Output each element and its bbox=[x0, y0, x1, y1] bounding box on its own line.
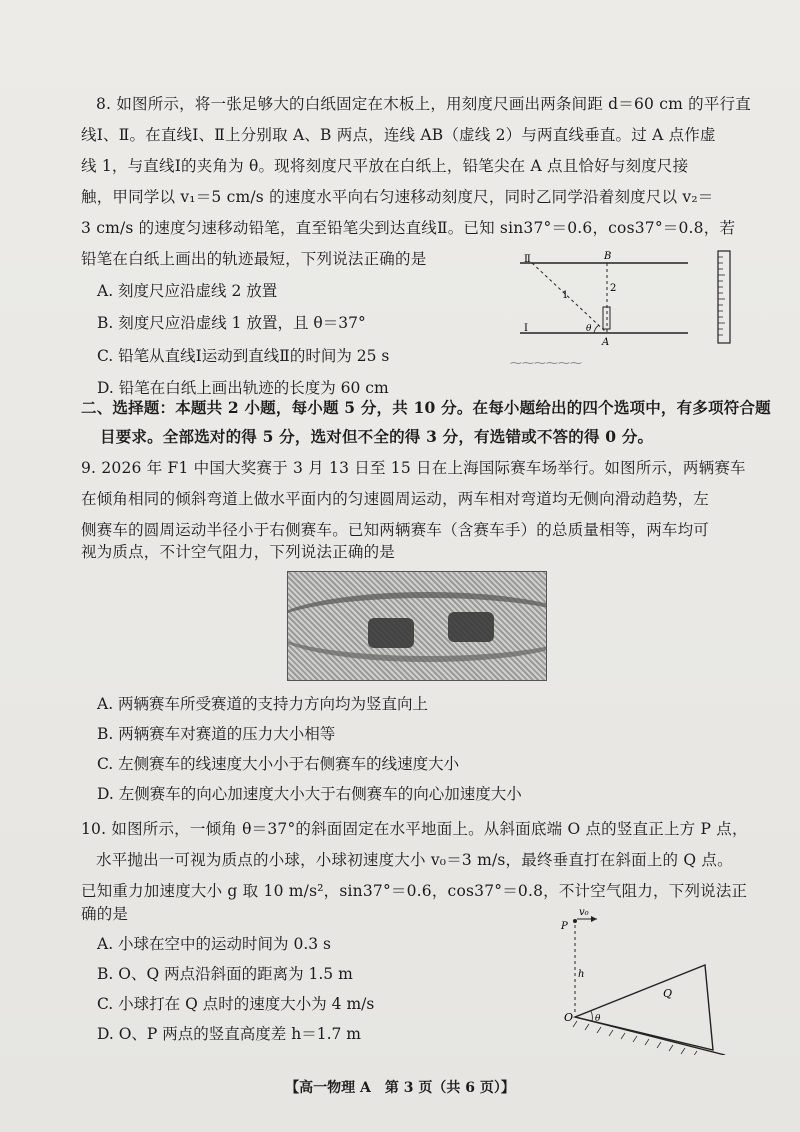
section-2-line: 目要求。全部选对的得 5 分，选对但不全的得 3 分，有选错或不答的得 0 分。 bbox=[100, 427, 654, 446]
label-P: P bbox=[561, 921, 568, 932]
q8-option-b: B. 刻度尺应沿虚线 1 放置，且 θ＝37° bbox=[97, 314, 366, 332]
dashed-line-1 bbox=[532, 263, 607, 333]
label-O: O bbox=[564, 1011, 574, 1024]
label-B: B bbox=[604, 251, 612, 262]
q9-line: 9. 2026 年 F1 中国大奖赛于 3 月 13 日至 15 日在上海国际赛车场举行。如图所示，两辆赛车 bbox=[81, 459, 746, 477]
q8-figure bbox=[510, 245, 750, 355]
q10-option-c: C. 小球打在 Q 点时的速度大小为 4 m/s bbox=[97, 995, 375, 1013]
q9-line: 视为质点，不计空气阻力，下列说法正确的是 bbox=[81, 543, 396, 561]
q8-option-a: A. 刻度尺应沿虚线 2 放置 bbox=[97, 282, 278, 300]
ball-icon bbox=[573, 919, 577, 923]
q10-line: 10. 如图所示，一倾角 θ＝37°的斜面固定在水平地面上。从斜面底端 O 点的竖直正上方 P 点， bbox=[81, 820, 748, 838]
q10-line: 确的是 bbox=[81, 905, 129, 923]
section-2-line: 二、选择题：本题共 2 小题，每小题 5 分，共 10 分。在每小题给出的四个选项中，有多项符合题 bbox=[81, 398, 771, 417]
q10-line: 已知重力加速度大小 g 取 10 m/s²，sin37°＝0.6，cos37°＝0.8，不计空气阻力，下列说法正 bbox=[81, 882, 748, 900]
q8-line: 线Ⅰ、Ⅱ。在直线Ⅰ、Ⅱ上分别取 A、B 两点，连线 AB（虚线 2）与两直线垂直。过 A 点作虚 bbox=[81, 126, 716, 144]
q9-option-c: C. 左侧赛车的线速度大小小于右侧赛车的线速度大小 bbox=[97, 755, 460, 773]
q10-line: 水平抛出一可视为质点的小球，小球初速度大小 v₀＝3 m/s，最终垂直打在斜面上的 Q 点。 bbox=[96, 851, 733, 869]
q9-option-d: D. 左侧赛车的向心加速度大小大于右侧赛车的向心加速度大小 bbox=[97, 785, 522, 803]
label-I: Ⅰ bbox=[524, 323, 528, 334]
label-A: A bbox=[602, 337, 610, 348]
label-Q: Q bbox=[663, 987, 673, 1000]
label-1: 1 bbox=[562, 290, 569, 301]
q8-line: 触，甲同学以 v₁＝5 cm/s 的速度水平向右匀速移动刻度尺，同时乙同学沿着刻度尺以 v₂＝ bbox=[81, 188, 714, 206]
q8-line: 3 cm/s 的速度匀速移动铅笔，直至铅笔尖到达直线Ⅱ。已知 sin37°＝0.6，cos37°＝0.8，若 bbox=[81, 219, 736, 237]
label-theta: θ bbox=[586, 324, 592, 334]
race-car-photo bbox=[287, 571, 547, 681]
pen-scribble: ⁓⁓⁓⁓⁓⁓ bbox=[510, 356, 582, 370]
q8-option-c: C. 铅笔从直线Ⅰ运动到直线Ⅱ的时间为 25 s bbox=[97, 347, 390, 365]
q8-option-d: D. 铅笔在白纸上画出轨迹的长度为 60 cm bbox=[97, 379, 389, 397]
incline-triangle bbox=[575, 965, 713, 1050]
left-car-icon bbox=[368, 618, 414, 648]
label-h: h bbox=[578, 969, 585, 980]
q9-line: 在倾角相同的倾斜弯道上做水平面内的匀速圆周运动，两车相对弯道均无侧向滑动趋势，左 bbox=[81, 490, 710, 508]
q9-option-a: A. 两辆赛车所受赛道的支持力方向均为竖直向上 bbox=[97, 695, 429, 713]
q9-line: 侧赛车的圆周运动半径小于右侧赛车。已知两辆赛车（含赛车手）的总质量相等，两车均可 bbox=[81, 521, 710, 539]
page-footer: 【高一物理 A 第 3 页（共 6 页）】 bbox=[285, 1080, 515, 1096]
label-v0: v₀ bbox=[579, 907, 589, 918]
label-theta: θ bbox=[595, 1014, 601, 1024]
q10-option-d: D. O、P 两点的竖直高度差 h＝1.7 m bbox=[97, 1025, 361, 1043]
q10-option-a: A. 小球在空中的运动时间为 0.3 s bbox=[97, 935, 332, 953]
label-2: 2 bbox=[610, 283, 617, 294]
label-II: Ⅱ bbox=[524, 254, 531, 265]
q8-line: 线 1，与直线Ⅰ的夹角为 θ。现将刻度尺平放在白纸上，铅笔尖在 A 点且恰好与刻度尺接 bbox=[81, 157, 689, 175]
right-car-icon bbox=[448, 612, 494, 642]
q9-option-b: B. 两辆赛车对赛道的压力大小相等 bbox=[97, 725, 336, 743]
q10-figure bbox=[555, 905, 745, 1055]
q8-line: 铅笔在白纸上画出的轨迹最短，下列说法正确的是 bbox=[81, 250, 427, 268]
q10-option-b: B. O、Q 两点沿斜面的距离为 1.5 m bbox=[97, 965, 353, 983]
q8-line: 8. 如图所示，将一张足够大的白纸固定在木板上，用刻度尺画出两条间距 d＝60 cm 的平行直 bbox=[96, 95, 751, 113]
